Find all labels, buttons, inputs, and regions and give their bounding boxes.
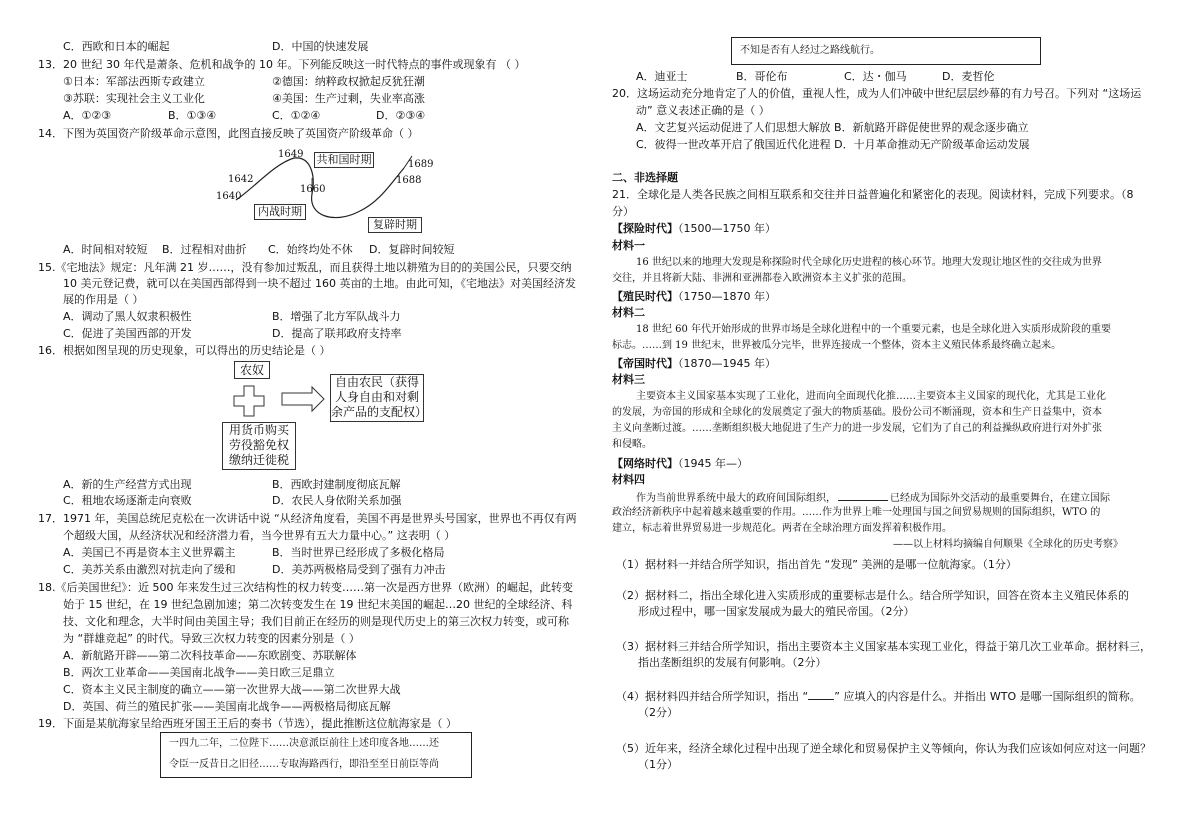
material-line: 和侵略。 [612,439,652,450]
material-line: 16 世纪以来的地理大发现是称探险时代全球化历史进程的核心环节。地理大发现让地区性的交往成为世界 [636,257,1102,268]
q21-stem: 分） [612,205,634,218]
era-heading [612,456,748,471]
q14-year: 1640 [216,191,242,202]
q20-line: 动” 意义表述正确的是（ ） [636,104,770,117]
q17-option-d[interactable]: D．美苏两极格局受到了强有力冲击 [272,563,446,576]
material-source: ——以上材料均摘编自何顺果《全球化的历史考察》 [893,539,1123,550]
q16-stem: 16．根据如图呈现的历史现象，可以得出的历史结论是（ ） [38,344,331,357]
era-title: 【殖民时代】 [612,290,678,303]
q14-diagram [212,146,457,238]
sub-question-2: （2）据材料二，指出全球化进入实质形成的重要标志是什么。结合所学知识，回答在资本主义殖民体系的 [616,589,1129,602]
q13-item: ④美国：生产过剩，失业率高涨 [272,92,425,105]
era-years: （1500—1750 年） [678,222,776,235]
material-line: 主要资本主义国家基本实现了工业化，进而向全面现代化推……主要资本主义国家的现代化，尤其是工业化 [636,391,1106,402]
sub-question-5: （1分） [638,758,678,771]
q19-option-a[interactable]: A．迪亚士 [636,70,688,83]
material-line: 标志。……到 19 世纪末，世界被瓜分完毕，世界连接成一个整体，资本主义殖民体系最终确立起来。 [612,340,1062,351]
q16-bottom-line: 缴纳迁徙税 [228,453,289,467]
q15-line: 10 美元登记费，就可以在美国西部得到一块不超过 160 英亩的土地。由此可知，《宅地法》对美国经济发 [63,277,576,290]
sub-question-4 [616,689,1141,704]
q19-quote-tail: 不知是否有人经过之路线航行。 [740,45,880,56]
q15-option-d[interactable]: D．提高了联邦政府支持率 [272,327,402,340]
era-heading [612,221,776,236]
q13-option-d[interactable]: D．②③④ [376,109,426,122]
material-line: 主义向垄断过渡。……垄断组织极大地促进了生产力的进一步发展，它们为了自己的利益操纵政府进行对外扩张 [612,423,1102,434]
sub-question-3: 指出垄断组织的发展有何影响。（2分） [638,656,827,669]
q18-option-a[interactable]: A．新航路开辟——第二次科技革命——东欧剧变、苏联解体 [63,649,357,662]
q14-box-restoration: 复辟时期 [368,217,422,233]
q13-stem: 13．20 世纪 30 年代是萧条、危机和战争的 10 年。下列能反映这一时代特点的事件或现象有 （ ） [38,58,526,71]
q16-diagram [220,360,450,472]
q16-option-c[interactable]: C．租地农场逐渐走向衰败 [63,494,192,507]
material-line: 18 世纪 60 年代开始形成的世界市场是全球化进程中的一个重要元素，也是全球化进入实质形成阶段的重要 [636,324,1111,335]
section-heading: 二、非选择题 [612,171,678,184]
q14-year: 1689 [408,159,434,170]
q15-option-a[interactable]: A．调动了黑人奴隶积极性 [63,310,192,323]
q16-bottom-line: 用货币购买 [228,423,289,437]
q13-option-c[interactable]: C．①②④ [272,109,321,122]
era-years: （1750—1870 年） [678,290,776,303]
era-title: 【探险时代】 [612,222,678,235]
sub-question-text: ” 应填入的内容是什么。并指出 WTO 是哪一国际组织的简称。 [834,690,1141,703]
q14-year: 1660 [300,184,326,195]
era-title: 【帝国时代】 [612,357,678,370]
q17-option-b[interactable]: B．当时世界已经形成了多极化格局 [272,546,445,559]
q12-option-c: C．西欧和日本的崛起 [63,40,170,53]
q19-quote-line: 令臣一反昔日之旧径……专取海路西行，即沿至至日前臣等尚 [169,759,439,770]
q20-line: 20．这场运动充分地肯定了人的价值，重视人性，成为人们冲破中世纪层层纱幕的有力号召。下列对 “这场运 [612,87,1142,100]
q13-item: ①日本：军部法西斯专政建立 [63,75,205,88]
era-years: （1945 年—） [678,457,748,470]
q19-option-c[interactable]: C．达・伽马 [844,70,907,83]
q19-option-b[interactable]: B．哥伦布 [736,70,788,83]
q18-option-d[interactable]: D．英国、荷兰的殖民扩张——美国南北战争——两极格局彻底瓦解 [63,700,391,713]
q18-line: 18.《后美国世纪》：近 500 年来发生过三次结构性的权力转变……第一次是西方世界（欧洲）的崛起，此转变 [38,581,573,594]
material-label: 材料一 [612,239,645,252]
sub-question-4: （2分） [638,706,678,719]
q15-option-b[interactable]: B．增强了北方军队战斗力 [272,310,401,323]
material-line [636,490,1110,506]
q19-quote-box-continued [731,37,1041,65]
q17-line: 17．1971 年，美国总统尼克松在一次讲话中说 “从经济角度看，美国不再是世界头号国家，世界也不再仅有两 [38,512,577,525]
q14-year: 1642 [228,174,254,185]
sub-question-3: （3）据材料三并结合所学知识，指出主要资本主义国家基本实现工业化，得益于第几次工业革命。据材料三， [616,640,1151,653]
sub-question-1: （1）据材料一并结合所学知识，指出首先 “发现” 美洲的是哪一位航海家。（1分） [616,558,1017,571]
q16-box-free-peasant [330,374,428,422]
q13-option-b[interactable]: B．①③④ [168,109,217,122]
q14-option-c[interactable]: C．始终均处不休 [268,243,353,256]
q15-line: 15.《宅地法》规定：凡年满 21 岁……，没有参加过叛乱，而且获得土地以耕殖为目的的美国公民，只要交纳 [38,261,572,274]
q19-quote-box [160,732,472,778]
q14-year: 1688 [396,175,422,186]
q13-item: ③苏联：实现社会主义工业化 [63,92,205,105]
q19-option-d[interactable]: D．麦哲伦 [942,70,995,83]
sub-question-5: （5）近年来，经济全球化过程中出现了逆全球化和贸易保护主义等倾向，你认为我们应该如何应对这一问题？ [616,742,1151,755]
q16-option-d[interactable]: D．农民人身依附关系加强 [272,494,402,507]
material-line: 建立，标志着世界贸易进一步规范化。两者在全球治理方面发挥着积极作用。 [612,523,952,534]
q16-option-b[interactable]: B．西欧封建制度彻底瓦解 [272,478,401,491]
material-text: 已经成为国际外交活动的最重要舞台，在建立国际 [890,493,1110,504]
material-line: 的发展，为帝国的形成和全球化的发展奠定了强大的物质基础。股份公司不断涌现，资本和生产日益集中，资本 [612,407,1102,418]
q13-option-a[interactable]: A．①②③ [63,109,112,122]
q21-stem: 21．全球化是人类各民族之间相互联系和交往并日益普遍化和紧密化的表现。阅读材料，完成下列要求。（8 [612,188,1134,201]
q18-option-b[interactable]: B．两次工业革命——美国南北战争——美日欧三足鼎立 [63,666,335,679]
material-text: 作为当前世界系统中最大的政府间国际组织， [636,493,836,504]
q18-option-c[interactable]: C．资本主义民主制度的确立——第一次世界大战——第二次世界大战 [63,683,401,696]
q19-quote-line: 一四九二年，二位陛下……决意派臣前往上述印度各地……还 [169,738,439,749]
blank-line [808,689,834,700]
q16-option-a[interactable]: A．新的生产经营方式出现 [63,478,192,491]
q19-stem: 19．下面是某航海家呈给西班牙国王王后的奏书（节选），提此推断这位航海家是（ ） [38,717,457,730]
material-line: 交往，并且将新大陆、非洲和亚洲都卷入欧洲资本主义扩张的范围。 [612,273,912,284]
sub-question-text: （4）据材料四并结合所学知识，指出 “ [616,690,809,703]
q18-line: 技、文化和理念，大半时间由美国主导；我们目前正在经历的则是现代历史上的第三次权力转变，或可称 [63,615,569,628]
q13-item: ②德国：纳粹政权掀起反犹狂潮 [272,75,425,88]
q16-right-line: 余产品的支配权） [331,405,428,419]
q18-line: 为 “群雄竞起” 的时代。导致三次权力转变的因素分别是（ ） [63,632,360,645]
q14-box-civil-war: 内战时期 [254,204,306,220]
material-label: 材料三 [612,373,645,386]
q14-option-d[interactable]: D．复辟时间较短 [369,243,455,256]
q20-options-ab[interactable]: A．文艺复兴运动促进了人们思想大解放 B．新航路开辟促使世界的观念逐步确立 [636,121,1029,134]
q12-option-d: D．中国的快速发展 [272,40,369,53]
q17-option-a[interactable]: A．美国已不再是资本主义世界霸主 [63,546,236,559]
q16-right-line: 人身自由和对剩 [334,390,419,404]
material-line: 政治经济新秩序中起着越来越重要的作用。……作为世界上唯一处理国与国之间贸易规则的国际组织，WTO 的 [612,507,1101,518]
q14-year: 1649 [278,149,304,160]
sub-question-2: 形成过程中，哪一国家发展成为最大的殖民帝国。（2分） [638,605,915,618]
material-label: 材料二 [612,306,645,319]
blank-line [838,490,888,501]
q15-line: 展的作用是（ ） [63,293,144,306]
q18-line: 始于 15 世纪，在 19 世纪急剧加速；第二次转变发生在 19 世纪末美国的崛起…20 世纪的全球经济、科 [63,598,573,611]
q14-option-a[interactable]: A．时间相对较短 [63,243,148,256]
q14-option-b[interactable]: B．过程相对曲折 [162,243,247,256]
q17-option-c[interactable]: C．美苏关系由激烈对抗走向了缓和 [63,563,236,576]
q16-bottom-line: 劳役豁免权 [228,438,289,452]
q16-right-line: 自由农民（获得 [334,375,419,389]
q20-options-cd[interactable]: C．彼得一世改革开启了俄国近代化进程 D．十月革命推动无产阶级革命运动发展 [636,138,1030,151]
era-years: （1870—1945 年） [678,357,776,370]
q16-box-serf: 农奴 [234,361,270,379]
era-heading [612,289,776,304]
era-heading [612,356,776,371]
era-title: 【网络时代】 [612,457,678,470]
material-label: 材料四 [612,473,645,486]
q14-box-republic: 共和国时期 [314,152,374,168]
q14-stem: 14．下图为英国资产阶级革命示意图，此图直接反映了英国资产阶级革命（ ） [38,127,419,140]
q16-box-means [222,422,296,470]
q15-option-c[interactable]: C．促进了美国西部的开发 [63,327,192,340]
q17-line: 个超级大国，从经济状况和经济潜力看，当今世界有五大力量中心。” 这表明（ ） [63,529,456,542]
